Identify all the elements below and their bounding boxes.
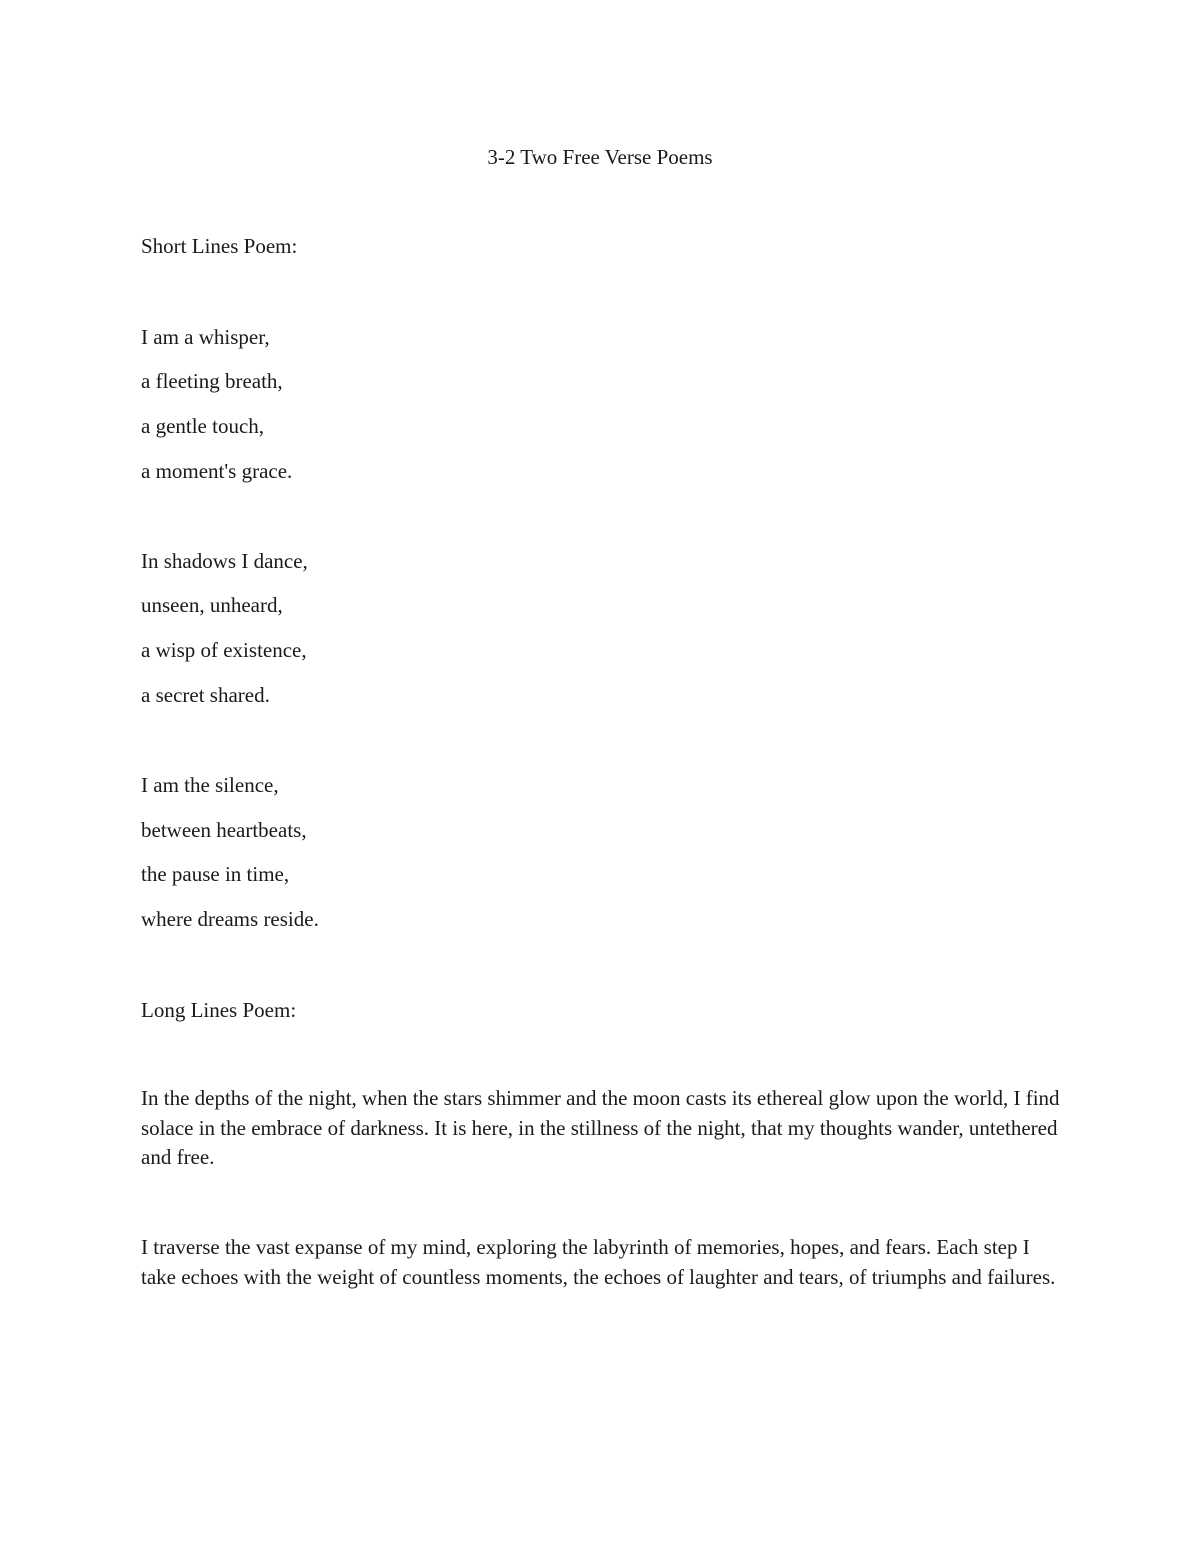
- poem-line: unseen, unheard,: [141, 593, 283, 617]
- poem-line: between heartbeats,: [141, 818, 307, 842]
- poem-line: I am a whisper,: [141, 325, 270, 349]
- long-poem-paragraph: I traverse the vast expanse of my mind, exploring the labyrinth of memories, hopes, and fears. Each step I take echoes with the weight of countless moments, the echoes of laughter and tears, of triumphs and failures.: [141, 1235, 1056, 1289]
- poem-line: the pause in time,: [141, 862, 290, 886]
- poem-line: I am the silence,: [141, 773, 279, 797]
- long-poem-paragraph: In the depths of the night, when the stars shimmer and the moon casts its ethereal glow upon the world, I find solace in the embrace of darkness. It is here, in the stillness of the night, that my thoughts wander, untethered and free.: [141, 1086, 1060, 1169]
- poem-line: In shadows I dance,: [141, 549, 308, 573]
- long-poem-heading: Long Lines Poem:: [141, 998, 297, 1022]
- poem-line: a secret shared.: [141, 683, 270, 707]
- document-title: 3-2 Two Free Verse Poems: [487, 145, 713, 169]
- short-poem-heading: Short Lines Poem:: [141, 234, 298, 258]
- poem-line: where dreams reside.: [141, 907, 319, 931]
- poem-line: a fleeting breath,: [141, 369, 283, 393]
- poem-line: a gentle touch,: [141, 414, 265, 438]
- poem-line: a moment's grace.: [141, 459, 293, 483]
- poem-line: a wisp of existence,: [141, 638, 307, 662]
